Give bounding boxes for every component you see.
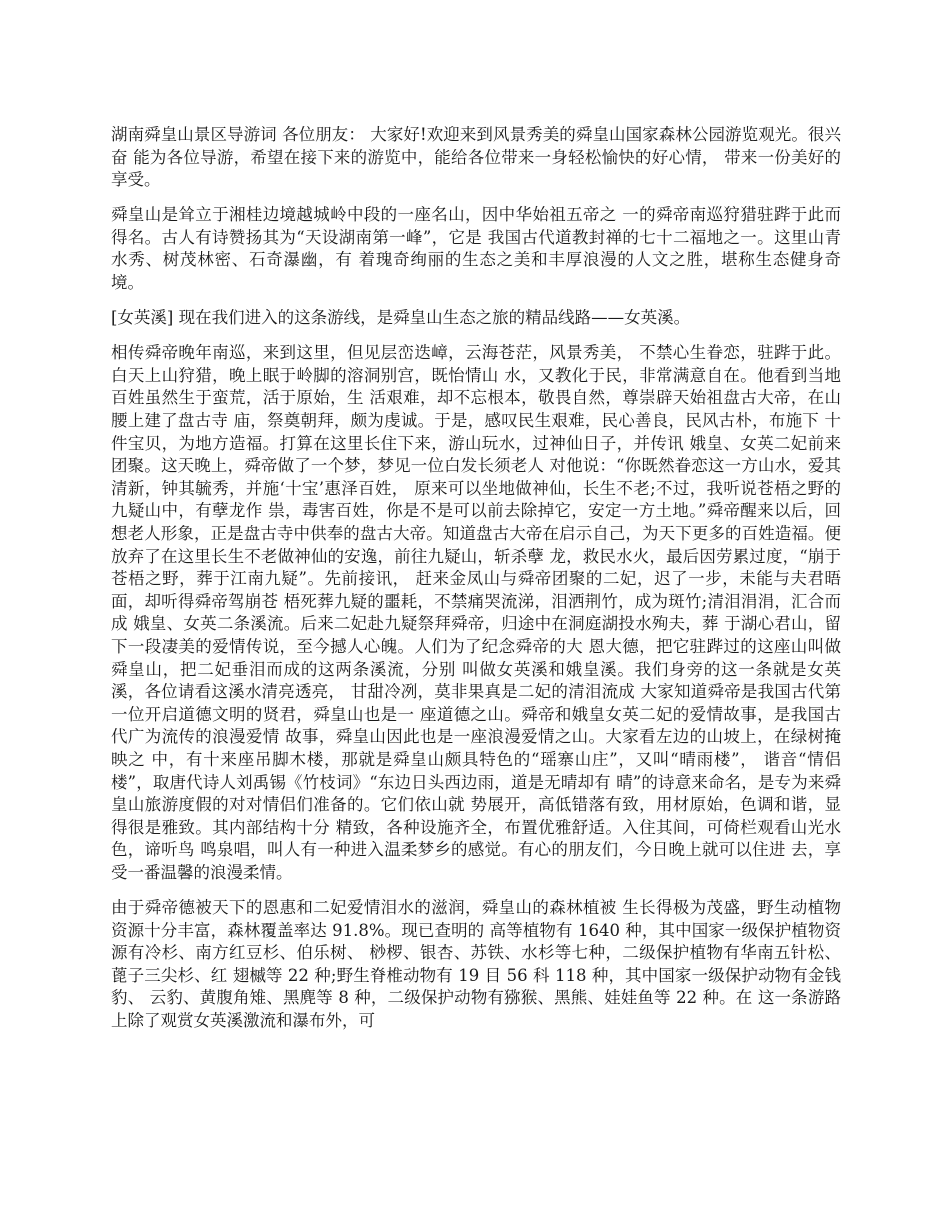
- paragraph-legend: 相传舜帝晚年南巡，来到这里，但见层峦迭嶂，云海苍茫，风景秀美， 不禁心生眷恋，驻跸于此。白天上山狩猎，晚上眠于岭脚的溶洞别宫，既怡情山 水，又教化于民，非常满意自在。他看到当地百姓虽然生于蛮荒，活于原始，生 活艰难，却不忘根本，敬畏自然，尊崇辟天始祖盘古大帝，在山腰上建了盘古寺 庙，祭奠朝拜，颇为虔诚。于是，感叹民生艰难，民心善良，民风古朴，布施下 十件宝贝，为地方造福。打算在这里长住下来，游山玩水，过神仙日子，并传讯 娥皇、女英二妃前来团聚。这天晚上，舜帝做了一个梦，梦见一位白发长须老人 对他说：“你既然眷恋这一方山水，爱其清新，钟其毓秀，并施‘十宝’惠泽百姓， 原来可以坐地做神仙，长生不老;不过，我听说苍梧之野的九疑山中，有孽龙作 祟，毒害百姓，你是不是可以前去除掉它，安定一方土地。”舜帝醒来以后，回想老人形象，正是盘古寺中供奉的盘古大帝。知道盘古大帝在启示自己，为天下更多的百姓造福。便放弃了在这里长生不老做神仙的安逸，前往九疑山，斩杀孽 龙，救民水火，最后因劳累过度，“崩于苍梧之野，葬于江南九疑”。先前接讯， 赶来金凤山与舜帝团聚的二妃，迟了一步，未能与夫君晤面，却听得舜帝驾崩苍 梧死葬九疑的噩耗，不禁痛哭流涕，泪洒荆竹，成为斑竹;清泪涓涓，汇合而成 娥皇、女英二条溪流。后来二妃赴九疑祭拜舜帝，归途中在洞庭湖投水殉夫，葬 于湖心君山，留下一段凄美的爱情传说，至今撼人心魄。人们为了纪念舜帝的大 恩大德，把它驻跸过的这座山叫做舜皇山，把二妃垂泪而成的这两条溪流，分别 叫做女英溪和娥皇溪。我们身旁的这一条就是女英溪，各位请看这溪水清亮透亮， 甘甜冷冽，莫非果真是二妃的清泪流成 大家知道舜帝是我国古代第一位开启道德文明的贤君，舜皇山也是一 座道德之山。舜帝和娥皇女英二妃的爱情故事，是我国古代广为流传的浪漫爱情 故事，舜皇山因此也是一座浪漫爱情之山。大家看左边的山坡上，在绿树掩映之 中，有十来座吊脚木楼，那就是舜皇山颇具特色的“瑶寨山庄”，又叫“晴雨楼”， 谐音“情侣楼”，取唐代诗人刘禹锡《竹枝词》“东边日头西边雨，道是无晴却有 晴”的诗意来命名，是专为来舜皇山旅游度假的对对情侣们准备的。它们依山就 势展开，高低错落有致，用材原始，色调和谐，显得很是雅致。其内部结构十分 精致，各种设施齐全，布置优雅舒适。入住其间，可倚栏观看山光水色，谛听鸟 鸣泉唱，叫人有一种进入温柔梦乡的感觉。有心的朋友们，今日晚上就可以住进 去，享受一番温馨的浪漫柔情。: [111, 343, 841, 882]
- paragraph-flora-fauna: 由于舜帝德被天下的恩惠和二妃爱情泪水的滋润，舜皇山的森林植被 生长得极为茂盛，野生动植物资源十分丰富，森林覆盖率达 91.8%。现已查明的 高等植物有 1640 种，其中国家一级保护植物资源有冷杉、南方红豆杉、伯乐树、 桫椤、银杏、苏铁、水杉等七种，二级保护植物有华南五针松、蓖子三尖杉、红 翅槭等 22 种;野生脊椎动物有 19 目 56 科 118 种，其中国家一级保护动物有金钱豹、 云豹、黄腹角雉、黑麂等 8 种，二级保护动物有猕猴、黑熊、娃娃鱼等 22 种。在 这一条游路上除了观赏女英溪激流和瀑布外，可: [111, 898, 841, 1030]
- paragraph-nvying-stream-heading: [女英溪] 现在我们进入的这条游线，是舜皇山生态之旅的精品线路——女英溪。: [111, 308, 691, 328]
- paragraph-intro: 湖南舜皇山景区导游词 各位朋友： 大家好!欢迎来到风景秀美的舜皇山国家森林公园游览观光。很兴奋 能为各位导游，希望在接下来的游览中，能给各位带来一身轻松愉快的好心情， 带来一份美好的享受。: [111, 125, 841, 190]
- paragraph-shunhuang-mountain: 舜皇山是耸立于湘桂边境越城岭中段的一座名山，因中华始祖五帝之 一的舜帝南巡狩猎驻跸于此而得名。古人有诗赞扬其为“天设湖南第一峰”，它是 我国古代道教封禅的七十二福地之一。这里山青水秀、树茂林密、石奇瀑幽，有 着瑰奇绚丽的生态之美和丰厚浪漫的人文之胜，堪称生态健身奇境。: [111, 205, 841, 293]
- document-page: [111, 124, 841, 1045]
